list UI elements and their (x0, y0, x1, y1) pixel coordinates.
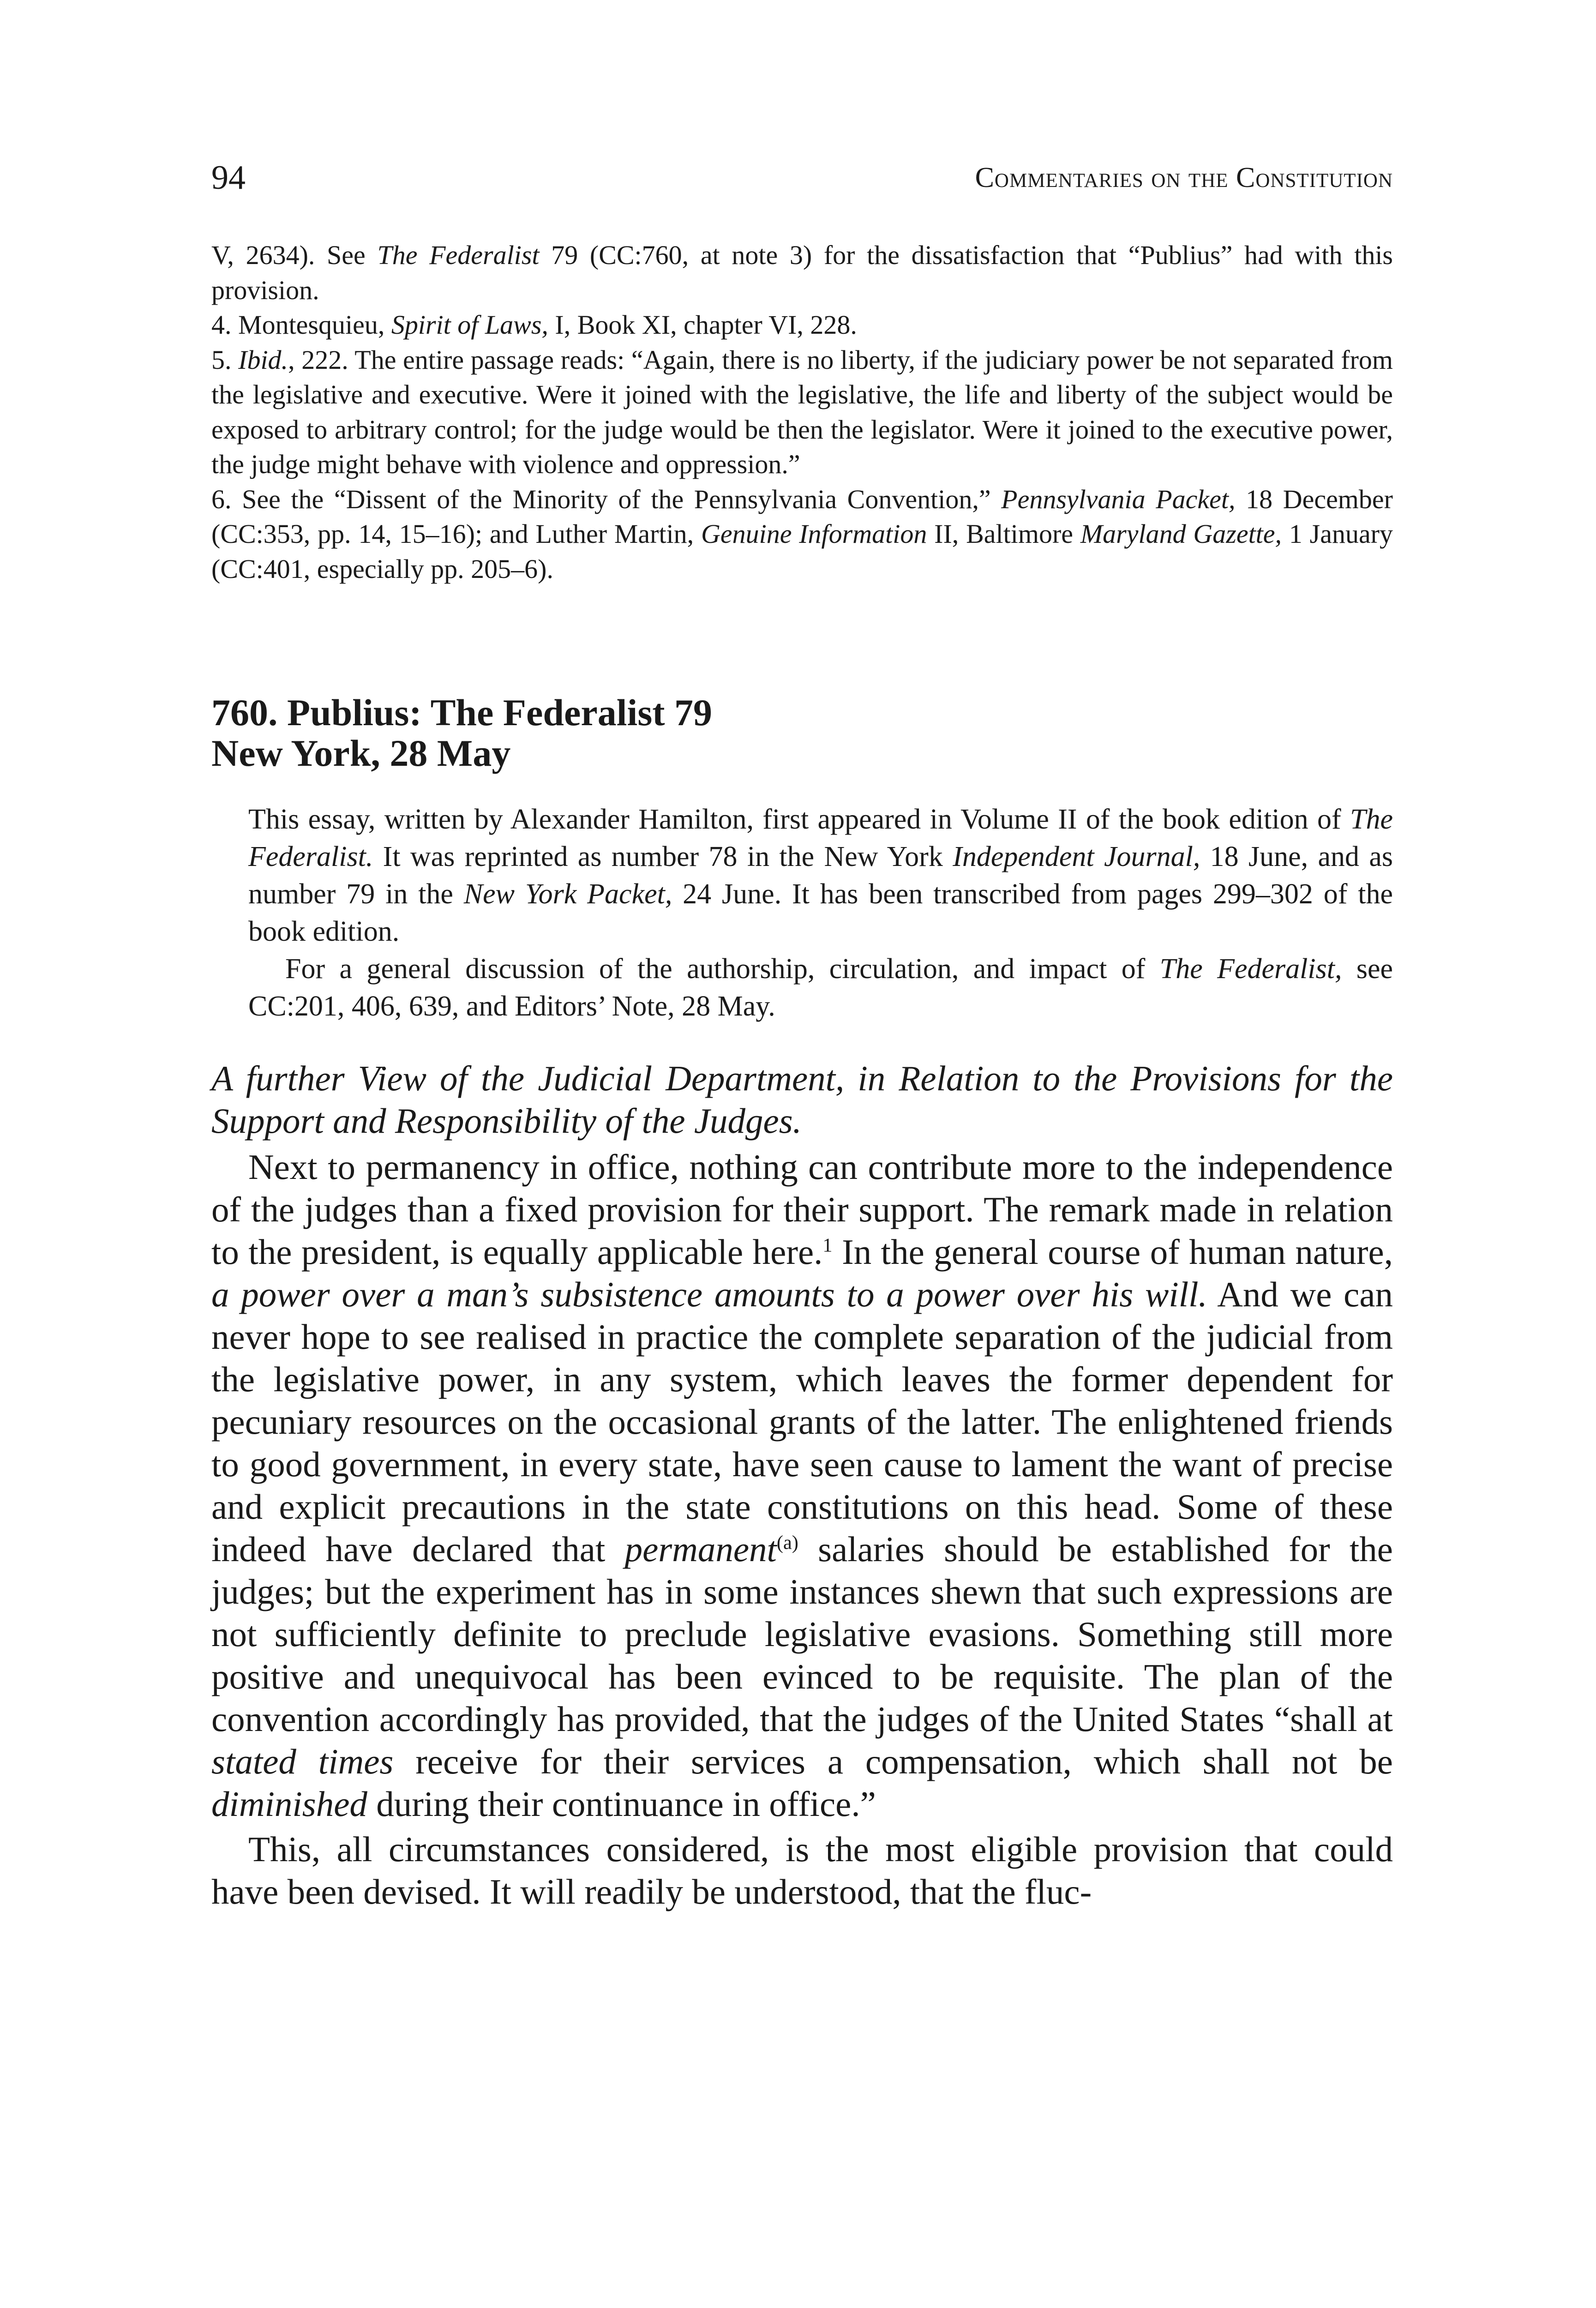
note-text: V, 2634). See (211, 240, 378, 270)
document-dateline: New York, 28 May (211, 732, 511, 774)
note-text: I, Book XI, chapter VI, 228. (548, 310, 857, 340)
essay-text: salaries should be established for the judges; but the experiment has in some instances shewn that such expressions are not sufficiently definite to preclude legislative evasions. Something still more positive and unequivocal has been evinced to be requisite. The plan of the convention accordingly has provided, that the judges of the United States “shall at (211, 1529, 1393, 1739)
note-italic: Spirit of Laws, (391, 310, 548, 340)
note-text: 18 December (CC:353, pp. 14, 15–16); and Luther Martin, (211, 484, 1393, 549)
note-text: 4. Montesquieu, (211, 310, 391, 340)
document-heading (211, 692, 1393, 774)
essay-italic: permanent (624, 1529, 777, 1569)
note-text: 6. See the “Dissent of the Minority of the Pennsylvania Convention,” (211, 484, 1002, 514)
note-5 (211, 343, 1393, 482)
note-text: II, Baltimore (927, 519, 1080, 549)
editorial-headnote (248, 801, 1393, 1025)
note-italic: Ibid. (238, 344, 288, 375)
headnote-paragraph (248, 801, 1393, 950)
essay-text: And we can never hope to see realised in practice the complete separation of the judicial from the legislative power, in any system, which leaves the former dependent for pecuniary resources on the occasional grants of the latter. The enlightened friends to good government, in every state, have seen cause to lament the want of precise and explicit precautions in the state constitutions on this head. Some of these indeed have declared that (211, 1274, 1393, 1569)
note-text: 1 January (CC:401, especially pp. 205–6). (211, 519, 1393, 584)
note-4 (211, 307, 1393, 343)
essay-text: receive for their services a compensation, which shall not be (393, 1742, 1393, 1781)
headnote-italic: New York Packet, (463, 878, 672, 910)
headnote-text: 18 June, and as number 79 in the (248, 841, 1393, 910)
headnote-italic: The Federalist, (1159, 953, 1342, 985)
footnotes-continued (211, 238, 1393, 586)
note-italic: The Federalist (377, 240, 540, 270)
essay-text: In the general course of human nature, (832, 1232, 1393, 1272)
essay-subtitle: A further View of the Judicial Department, in Relation to the Provisions for the Support and Responsibility of the Judges. (211, 1058, 1393, 1141)
running-head (211, 157, 1393, 198)
page-number: 94 (211, 159, 246, 197)
essay-text: Next to permanency in office, nothing can contribute more to the independence of the judges than a fixed provision for their support. The remark made in relation to the president, is equally applicable here. (211, 1147, 1393, 1272)
note-6 (211, 482, 1393, 587)
headnote-italic: The Federalist. (248, 804, 1393, 872)
footnote-marker: 1 (822, 1234, 833, 1256)
essay-paragraph: This, all circumstances considered, is the most eligible provision that could have been devised. It will readily be understood, that the fluc- (211, 1829, 1393, 1911)
document-title: 760. Publius: The Federalist 79 (211, 691, 713, 733)
note-text: 79 (CC:760, at note 3) for the dissatisfaction that “Publius” had with this provision. (211, 240, 1393, 305)
headnote-text: It was reprinted as number 78 in the New York (373, 841, 953, 872)
note-italic: Genuine Information (701, 519, 927, 549)
essay-italic: stated times (211, 1742, 394, 1781)
headnote-text: This essay, written by Alexander Hamilton, first appeared in Volume II of the book edition of (248, 804, 1350, 835)
headnote-text: 24 June. It has been transcribed from pages 299–302 of the book edition. (248, 878, 1393, 947)
running-title: Commentaries on the Constitution (975, 162, 1393, 193)
note-text: , 222. The entire passage reads: “Again, there is no liberty, if the judiciary power be not separated from the legislative and executive. Were it joined with the legislative, the life and liberty of the subject would be exposed to arbitrary control; for the judge would be then the legislator. Were it joined to the executive power, the judge might behave with violence and oppression.” (211, 344, 1393, 479)
essay-text: during their continuance in office.” (367, 1784, 876, 1824)
essay-italic: diminished (211, 1784, 367, 1824)
note-italic: Pennsylvania Packet, (1001, 484, 1236, 514)
note-text: 5. (211, 344, 239, 375)
textual-note-marker: (a) (776, 1532, 798, 1554)
note-3-continuation (211, 238, 1393, 307)
essay-paragraph (211, 1146, 1393, 1825)
essay-italic: a power over a man’s subsistence amounts to a power over his will. (211, 1274, 1207, 1314)
headnote-italic: Independent Journal, (953, 841, 1200, 872)
essay-body (211, 1057, 1393, 1913)
headnote-text: For a general discussion of the authorship, circulation, and impact of (285, 953, 1160, 985)
headnote-paragraph (248, 950, 1393, 1025)
note-italic: Maryland Gazette, (1080, 519, 1282, 549)
headnote-text: see CC:201, 406, 639, and Editors’ Note, 28 May. (248, 953, 1393, 1022)
